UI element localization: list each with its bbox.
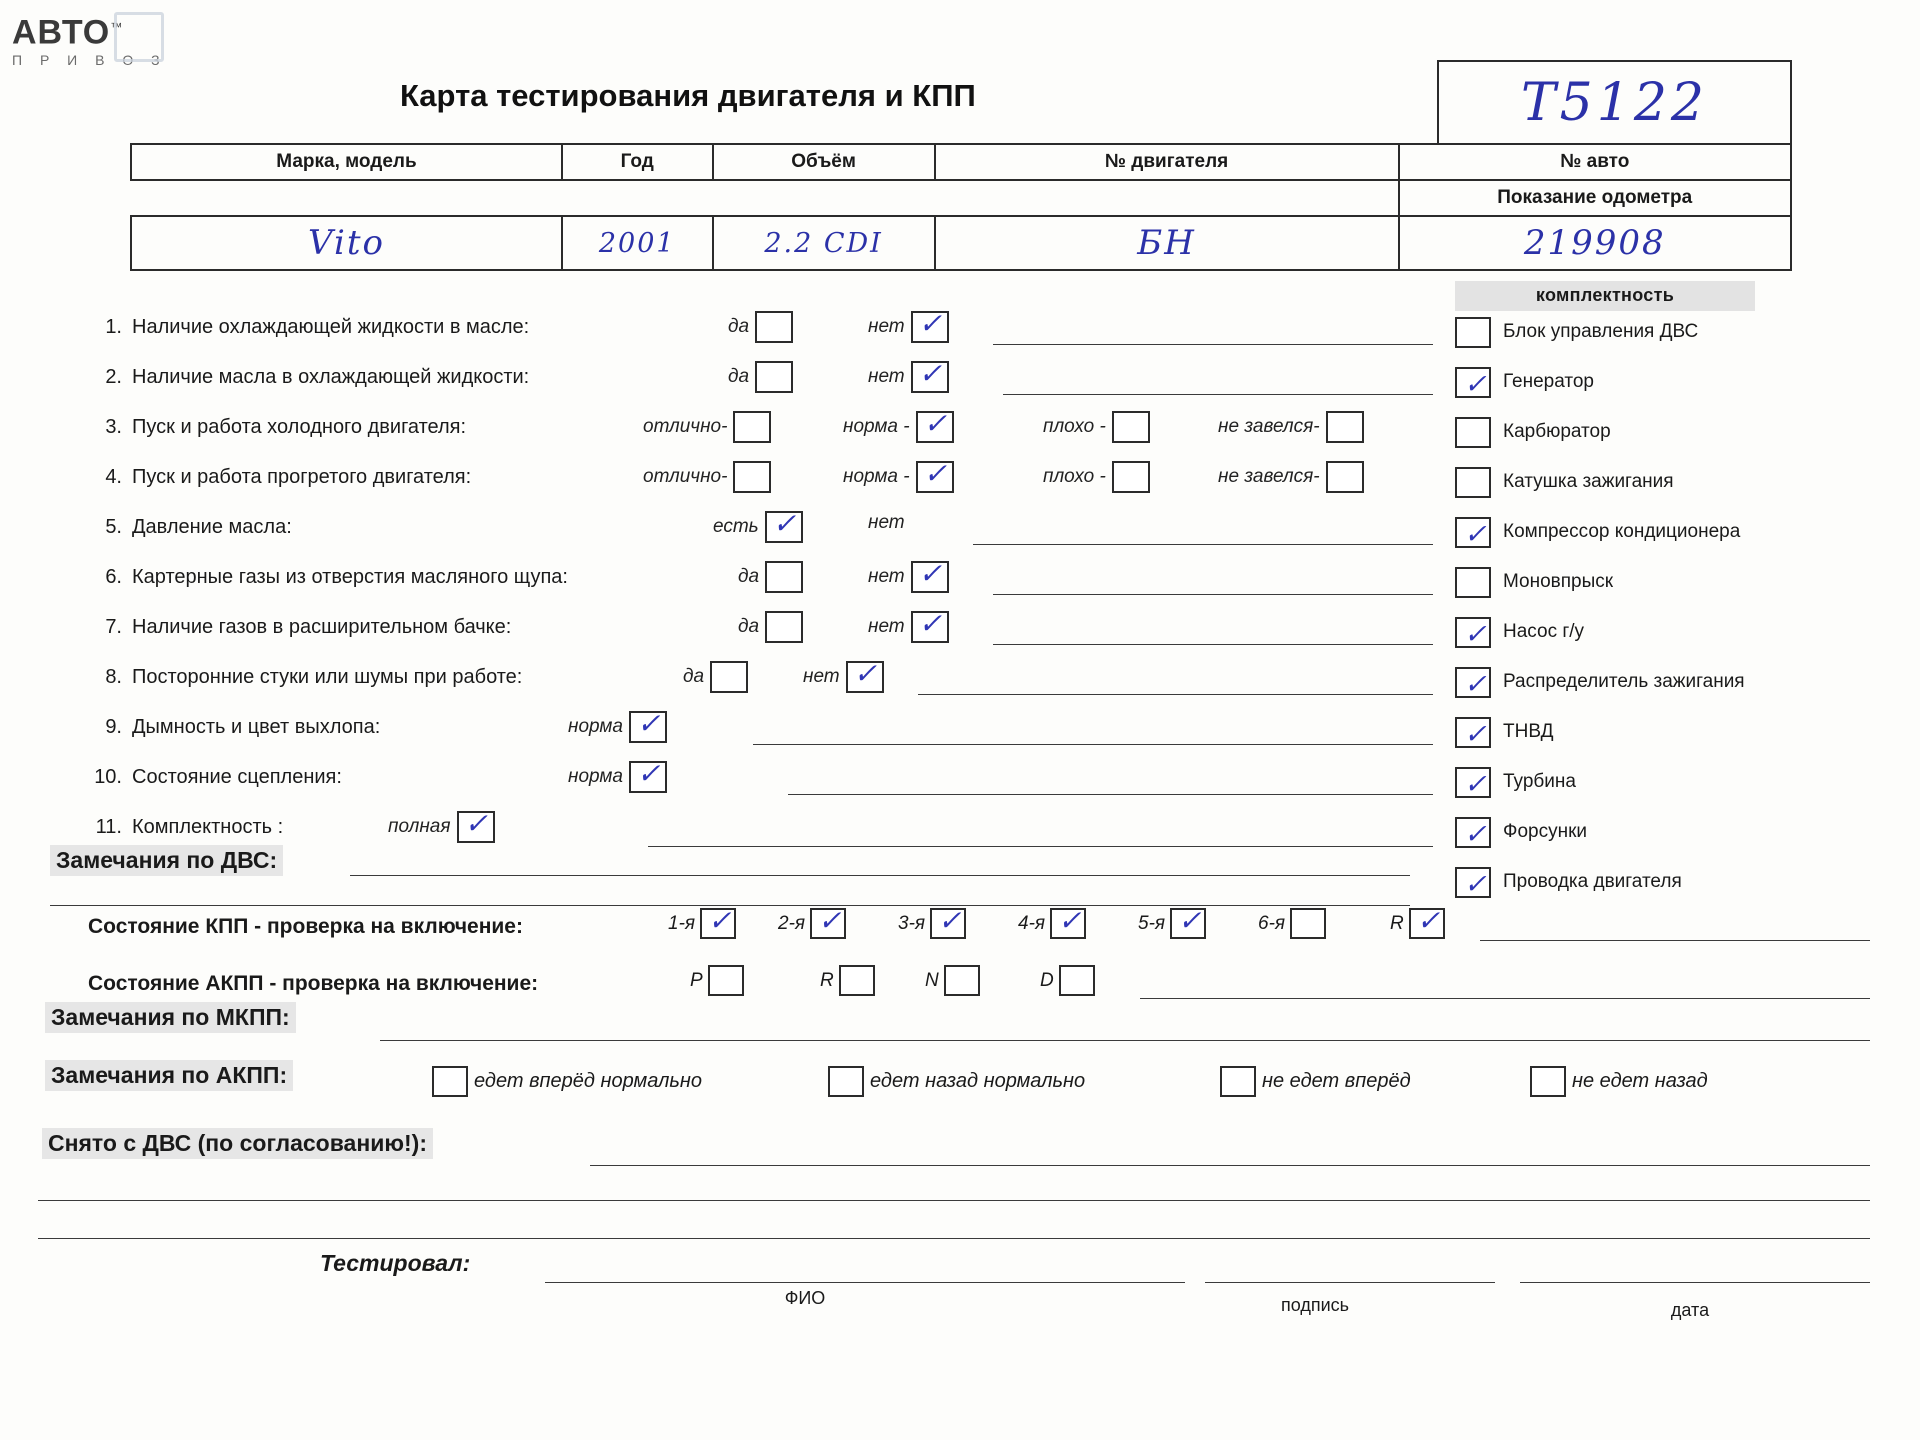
section-mkpp-remarks-label: Замечания по МКПП: — [45, 1002, 296, 1033]
question-text: Пуск и работа холодного двигателя: — [132, 416, 467, 438]
completeness-item[interactable] — [1455, 861, 1755, 911]
completeness-label: Турбина — [1503, 771, 1576, 792]
option-label: норма - — [843, 466, 910, 488]
akpp-check-label: Состояние АКПП - проверка на включение: — [88, 972, 539, 995]
option-label: нет — [803, 666, 840, 688]
checkbox-no-reverse[interactable] — [1530, 1066, 1566, 1097]
logo — [12, 10, 180, 72]
akpp-pos-p[interactable]: P — [690, 965, 744, 996]
checkbox-no-forward[interactable] — [1220, 1066, 1256, 1097]
completeness-label: Компрессор кондиционера — [1503, 521, 1741, 542]
kpp-gear-6[interactable]: 6-я — [1258, 908, 1326, 939]
question-text: Дымность и цвет выхлопа: — [132, 716, 381, 738]
checkbox-q3-nostart[interactable] — [1326, 411, 1364, 443]
checkbox-distributor[interactable]: ✓ — [1455, 667, 1491, 698]
question-text: Пуск и работа прогретого двигателя: — [132, 466, 472, 488]
option-label: нет — [868, 566, 905, 588]
comment-line — [1003, 394, 1433, 395]
option-label: плохо - — [1043, 416, 1106, 438]
kpp-check-label: Состояние КПП - проверка на включение: — [88, 915, 523, 938]
checkbox-q3-excellent[interactable] — [733, 411, 771, 443]
option-label: нет — [868, 316, 905, 338]
completeness-label: Распределитель зажигания — [1503, 671, 1745, 692]
checkbox-q2-yes[interactable] — [755, 361, 793, 393]
completeness-label: Блок управления ДВС — [1503, 321, 1699, 342]
completeness-label: Катушка зажигания — [1503, 471, 1674, 492]
checkbox-akpp-p[interactable] — [708, 965, 744, 996]
checkbox-q4-excellent[interactable] — [733, 461, 771, 493]
checkbox-generator[interactable]: ✓ — [1455, 367, 1491, 398]
completeness-item[interactable] — [1455, 511, 1755, 561]
question-row — [88, 757, 1438, 810]
checkbox-injectors[interactable]: ✓ — [1455, 817, 1491, 848]
comment-line — [993, 594, 1433, 595]
removed-line-3 — [38, 1238, 1870, 1239]
section-dvs-remarks-label: Замечания по ДВС: — [50, 845, 283, 876]
checkbox-q6-no[interactable]: ✓ — [911, 561, 949, 593]
option-label: не завелся- — [1218, 416, 1320, 438]
signature-line — [1205, 1282, 1495, 1283]
completeness-item[interactable] — [1455, 461, 1755, 511]
completeness-item[interactable] — [1455, 611, 1755, 661]
cell-odometer: 219908 — [1399, 216, 1792, 270]
fio-line — [545, 1282, 1185, 1283]
question-row — [88, 557, 1438, 610]
option-label: полная — [388, 816, 451, 838]
option-label: да — [728, 366, 750, 388]
checkbox-q4-normal[interactable]: ✓ — [916, 461, 954, 493]
question-row — [88, 707, 1438, 760]
question-number: 8. — [105, 666, 122, 688]
checkbox-q11-full[interactable]: ✓ — [457, 811, 495, 843]
option-label: да — [738, 566, 760, 588]
comment-line — [648, 846, 1433, 847]
checkbox-q9-normal[interactable]: ✓ — [629, 711, 667, 743]
option-label: отлично- — [643, 466, 728, 488]
option-label: нет — [868, 512, 905, 533]
question-number: 9. — [105, 716, 122, 738]
checkbox-gear-5[interactable]: ✓ — [1170, 908, 1206, 939]
comment-line — [753, 744, 1433, 745]
question-row — [88, 307, 1438, 360]
question-number: 4. — [105, 466, 122, 488]
option-label: да — [738, 616, 760, 638]
kpp-gear-1[interactable]: 1-я ✓ — [668, 908, 736, 939]
signature-label: подпись — [1280, 1295, 1350, 1315]
completeness-item[interactable] — [1455, 811, 1755, 861]
th-year: Год — [562, 144, 713, 180]
checkbox-q2-no[interactable]: ✓ — [911, 361, 949, 393]
checkbox-q3-bad[interactable] — [1112, 411, 1150, 443]
checkbox-engine-wiring[interactable]: ✓ — [1455, 867, 1491, 898]
comment-line — [993, 644, 1433, 645]
completeness-panel — [1455, 281, 1755, 911]
question-number: 11. — [95, 816, 122, 838]
questions-list — [88, 307, 1438, 860]
page-title: Карта тестирования двигателя и КПП — [400, 78, 976, 113]
option-label: норма — [568, 766, 623, 788]
cell-volume: 2.2 CDI — [713, 216, 935, 270]
checkbox-q4-nostart[interactable] — [1326, 461, 1364, 493]
option-label: норма - — [843, 416, 910, 438]
comment-line — [788, 794, 1433, 795]
cell-brand-model: Vito — [131, 216, 562, 270]
date-label: дата — [1670, 1300, 1710, 1320]
checkbox-ecu[interactable] — [1455, 317, 1491, 348]
checkbox-gear-r[interactable]: ✓ — [1409, 908, 1445, 939]
checkbox-q7-yes[interactable] — [765, 611, 803, 643]
completeness-item[interactable] — [1455, 661, 1755, 711]
checkbox-q4-bad[interactable] — [1112, 461, 1150, 493]
section-removed-label: Снято с ДВС (по согласованию!): — [42, 1128, 433, 1159]
question-row — [88, 507, 1438, 560]
akpp-option-no-forward[interactable]: не едет вперёд — [1220, 1066, 1411, 1097]
akpp-pos-n[interactable]: N — [925, 965, 980, 996]
comment-line — [993, 344, 1433, 345]
checkbox-q1-yes[interactable] — [755, 311, 793, 343]
th-plate-no: № авто — [1399, 144, 1792, 180]
completeness-item[interactable] — [1455, 561, 1755, 611]
question-row — [88, 357, 1438, 410]
option-label: плохо - — [1043, 466, 1106, 488]
comment-line — [973, 544, 1433, 545]
completeness-label: Насос г/у — [1503, 621, 1585, 642]
akpp-comment-line — [1140, 998, 1870, 999]
plate-number-box — [1437, 60, 1792, 143]
completeness-label: Карбюратор — [1503, 421, 1611, 442]
dvs-remarks-line-1 — [350, 875, 1410, 876]
plate-number-value: Т5122 — [1520, 73, 1709, 133]
checkbox-q8-yes[interactable] — [710, 661, 748, 693]
checkbox-q10-normal[interactable]: ✓ — [629, 761, 667, 793]
completeness-label: Генератор — [1503, 371, 1594, 392]
kpp-gear-2[interactable]: 2-я ✓ — [778, 908, 846, 939]
logo-square-icon — [114, 12, 164, 62]
question-text: Давление масла: — [132, 516, 292, 538]
kpp-comment-line — [1480, 940, 1870, 941]
checkbox-gear-3[interactable]: ✓ — [930, 908, 966, 939]
akpp-option-reverse-ok[interactable]: едет назад нормально — [828, 1066, 1085, 1097]
th-odometer: Показание одометра — [1399, 180, 1792, 216]
checkbox-gear-6[interactable] — [1290, 908, 1326, 939]
date-line — [1520, 1282, 1870, 1283]
checkbox-gear-1[interactable]: ✓ — [700, 908, 736, 939]
logo-subtitle: П Р И В О З — [12, 52, 167, 69]
cell-engine-no: БН — [935, 216, 1399, 270]
fio-label: ФИО — [784, 1288, 826, 1308]
completeness-label: ТНВД — [1503, 721, 1554, 742]
question-row — [88, 657, 1438, 710]
completeness-label: Форсунки — [1503, 821, 1587, 842]
completeness-title: комплектность — [1455, 281, 1755, 311]
checkbox-turbine[interactable]: ✓ — [1455, 767, 1491, 798]
question-text: Наличие масла в охлаждающей жидкости: — [132, 366, 530, 388]
completeness-item[interactable] — [1455, 411, 1755, 461]
checkbox-ac-compressor[interactable]: ✓ — [1455, 517, 1491, 548]
question-number: 3. — [105, 416, 122, 438]
question-text: Наличие охлаждающей жидкости в масле: — [132, 316, 530, 338]
option-label: да — [728, 316, 750, 338]
question-text: Картерные газы из отверстия масляного щупа: — [132, 566, 568, 588]
completeness-label: Проводка двигателя — [1503, 871, 1682, 892]
question-text: Наличие газов в расширительном бачке: — [132, 616, 512, 638]
checkbox-akpp-r[interactable] — [839, 965, 875, 996]
kpp-gear-3[interactable]: 3-я ✓ — [898, 908, 966, 939]
comment-line — [918, 694, 1433, 695]
kpp-gear-5[interactable]: 5-я ✓ — [1138, 908, 1206, 939]
option-label: не завелся- — [1218, 466, 1320, 488]
checkbox-ignition-coil[interactable] — [1455, 467, 1491, 498]
option-label: норма — [568, 716, 623, 738]
question-number: 1. — [105, 316, 122, 338]
question-row — [88, 407, 1438, 460]
question-text: Посторонние стуки или шумы при работе: — [132, 666, 523, 688]
checkbox-gear-4[interactable]: ✓ — [1050, 908, 1086, 939]
checkbox-gear-2[interactable]: ✓ — [810, 908, 846, 939]
option-label: отлично- — [643, 416, 728, 438]
question-number: 10. — [94, 766, 122, 788]
completeness-item[interactable] — [1455, 311, 1755, 361]
checkbox-reverse-ok[interactable] — [828, 1066, 864, 1097]
completeness-item[interactable] — [1455, 711, 1755, 761]
checkbox-q7-no[interactable]: ✓ — [911, 611, 949, 643]
th-brand-model: Марка, модель — [131, 144, 562, 180]
option-label: нет — [868, 616, 905, 638]
question-row — [88, 807, 1438, 860]
question-row — [88, 607, 1438, 660]
mkpp-remarks-line — [380, 1040, 1870, 1041]
option-label: да — [683, 666, 705, 688]
completeness-item[interactable] — [1455, 761, 1755, 811]
question-number: 7. — [105, 616, 122, 638]
completeness-item[interactable] — [1455, 361, 1755, 411]
question-number: 2. — [105, 366, 122, 388]
vehicle-info-table — [130, 143, 1792, 271]
checkbox-q6-yes[interactable] — [765, 561, 803, 593]
checkbox-q1-no[interactable]: ✓ — [911, 311, 949, 343]
removed-line-2 — [38, 1200, 1870, 1201]
logo-brand: АВТО™ — [12, 13, 124, 52]
completeness-label: Моновпрыск — [1503, 571, 1614, 592]
tested-by-label: Тестировал: — [320, 1250, 471, 1276]
checkbox-q8-no[interactable]: ✓ — [846, 661, 884, 693]
akpp-pos-d[interactable]: D — [1040, 965, 1095, 996]
akpp-option-no-reverse[interactable]: не едет назад — [1530, 1066, 1708, 1097]
question-text: Состояние сцепления: — [132, 766, 342, 788]
cell-year: 2001 — [562, 216, 713, 270]
th-engine-no: № двигателя — [935, 144, 1399, 180]
option-label: есть — [713, 516, 759, 538]
checkbox-power-steering-pump[interactable]: ✓ — [1455, 617, 1491, 648]
question-number: 5. — [105, 516, 122, 538]
akpp-pos-r[interactable]: R — [820, 965, 875, 996]
checkbox-akpp-d[interactable] — [1059, 965, 1095, 996]
checkbox-forward-ok[interactable] — [432, 1066, 468, 1097]
checkbox-akpp-n[interactable] — [944, 965, 980, 996]
checkbox-q3-normal[interactable]: ✓ — [916, 411, 954, 443]
kpp-gear-r[interactable]: R ✓ — [1390, 908, 1445, 939]
question-number: 6. — [105, 566, 122, 588]
section-akpp-remarks-label: Замечания по АКПП: — [45, 1060, 293, 1091]
checkbox-q5-yes[interactable]: ✓ — [765, 511, 803, 543]
option-label: нет — [868, 366, 905, 388]
checkbox-carburetor[interactable] — [1455, 417, 1491, 448]
checkbox-tnvd[interactable]: ✓ — [1455, 717, 1491, 748]
question-row — [88, 457, 1438, 510]
th-volume: Объём — [713, 144, 935, 180]
question-text: Комплектность : — [132, 816, 284, 838]
checkbox-monoinjection[interactable] — [1455, 567, 1491, 598]
kpp-gear-4[interactable]: 4-я ✓ — [1018, 908, 1086, 939]
akpp-option-forward-ok[interactable]: едет вперёд нормально — [432, 1066, 702, 1097]
removed-line-1 — [590, 1165, 1870, 1166]
